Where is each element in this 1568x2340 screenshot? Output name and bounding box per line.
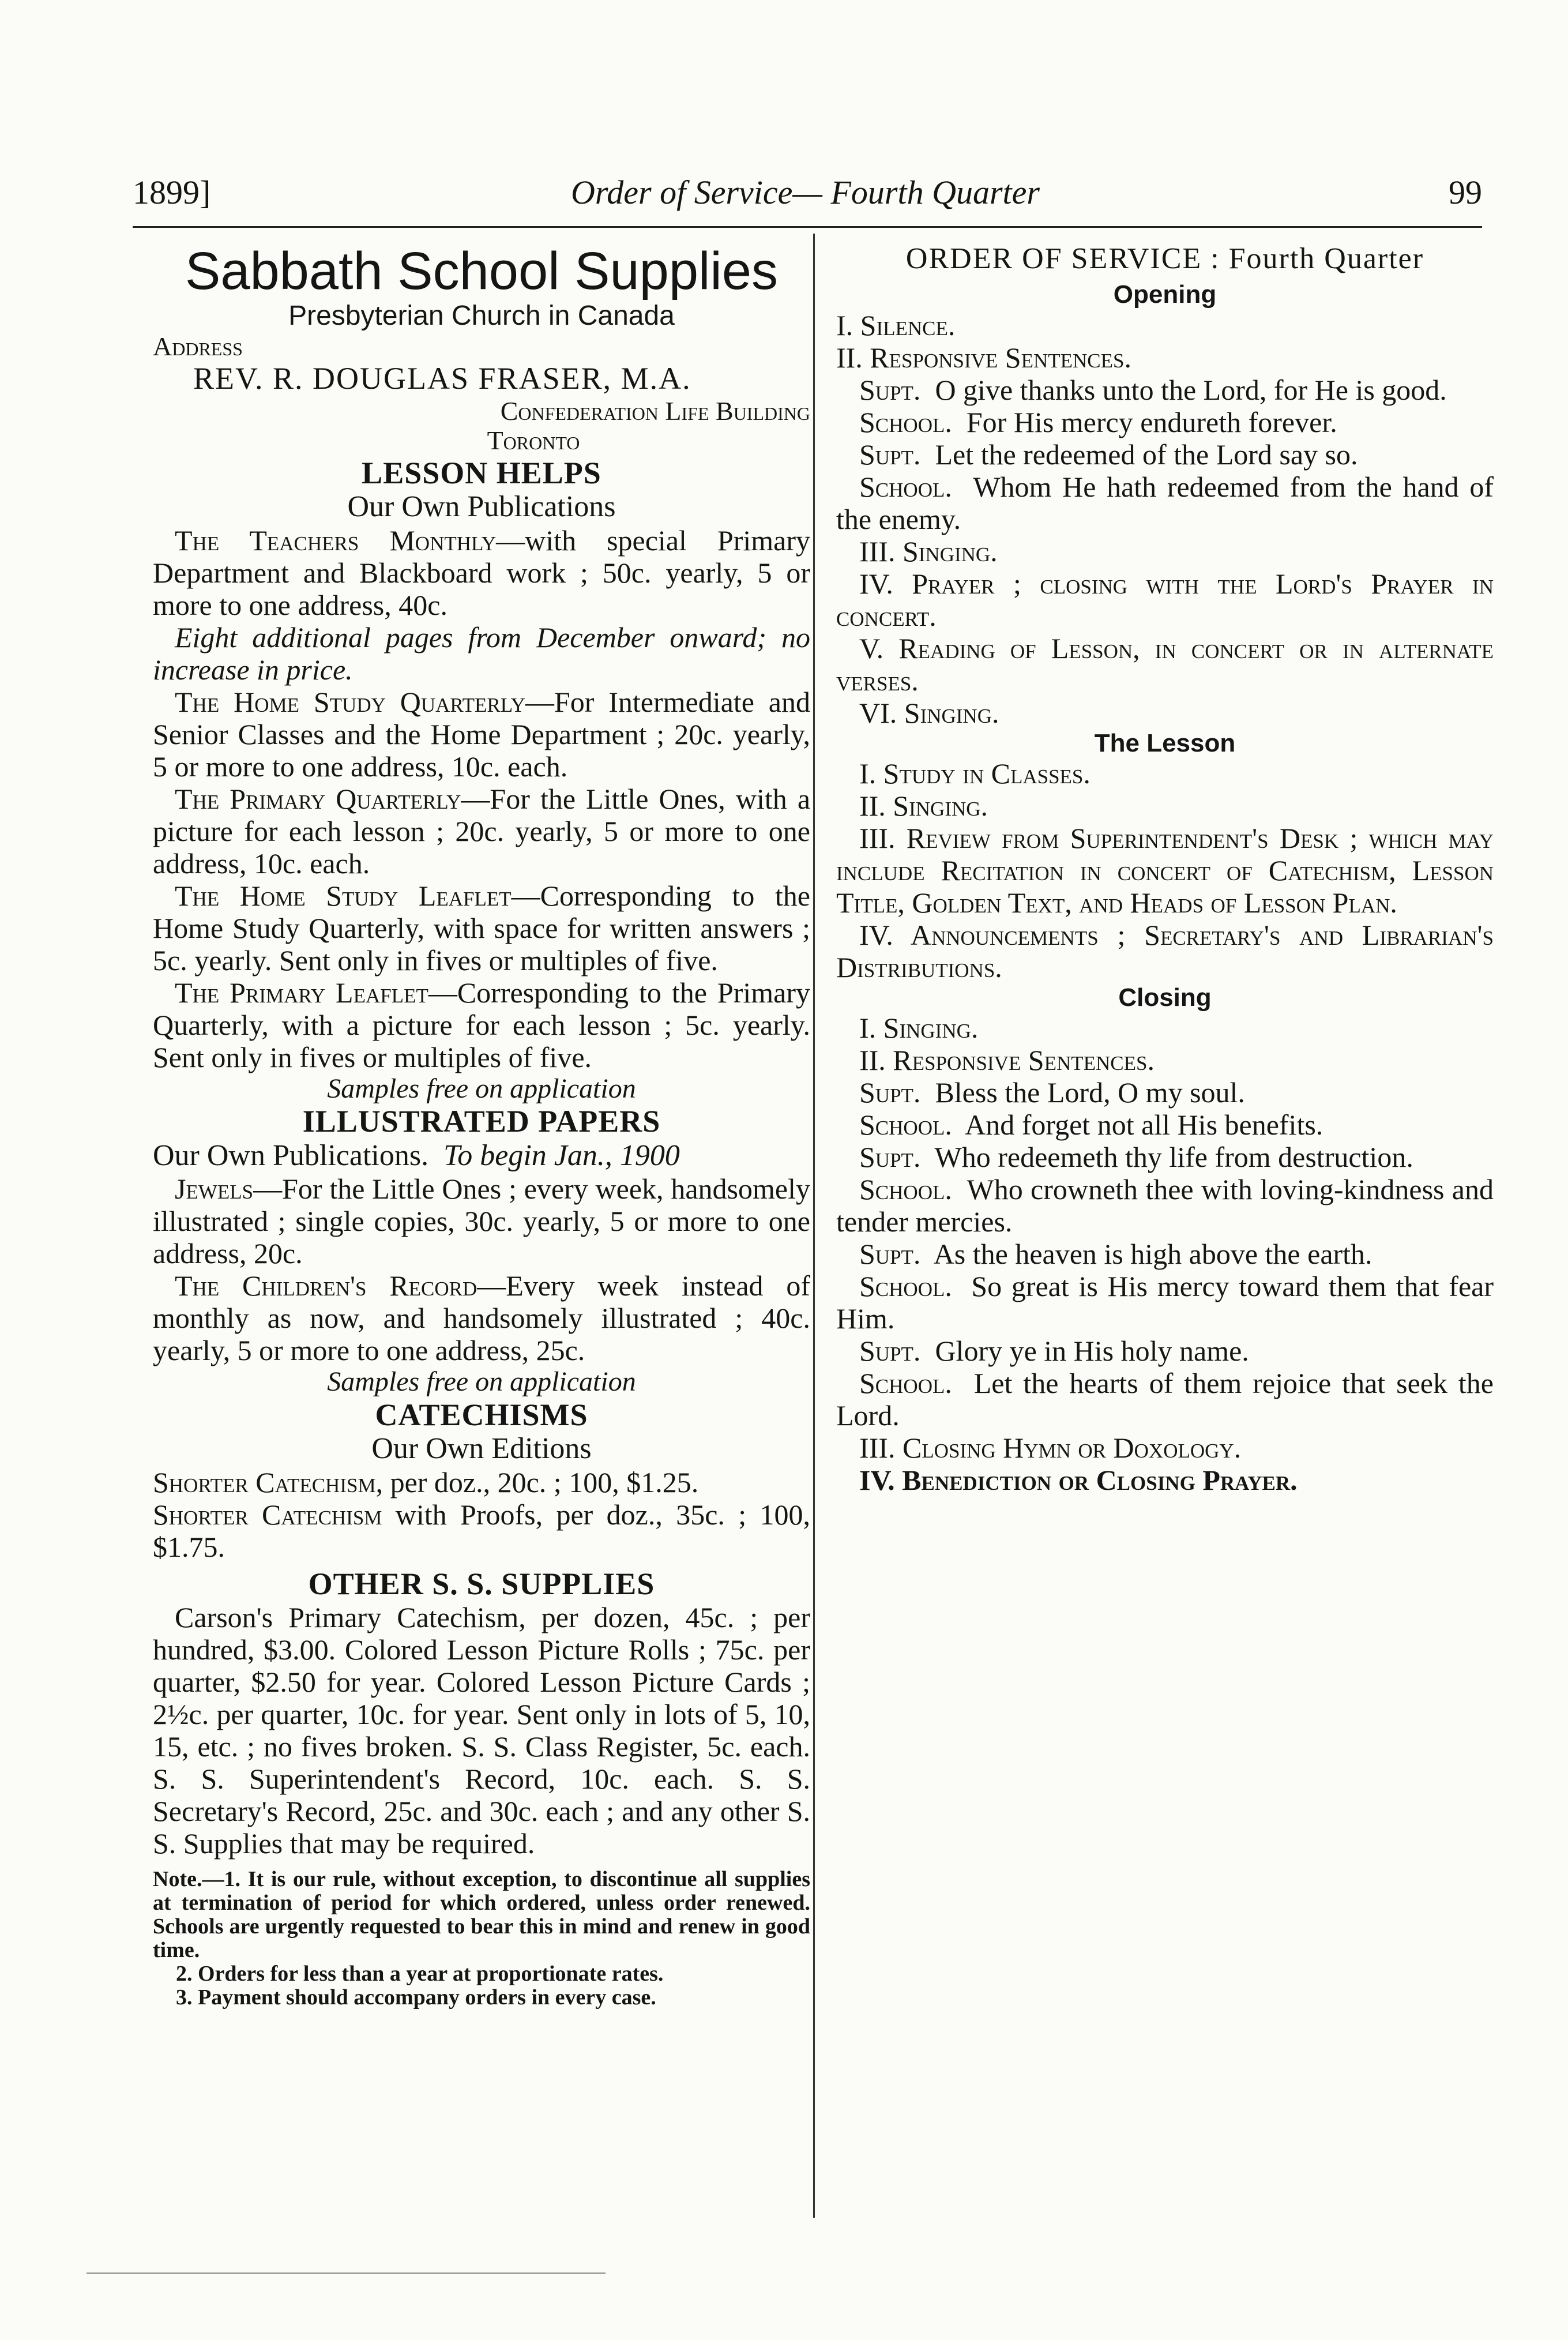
speaker-label: School. <box>859 1367 952 1400</box>
lesson-heading: The Lesson <box>1094 728 1236 757</box>
header-year: 1899] <box>133 174 211 211</box>
opening-item: VI. Singing. <box>859 696 999 729</box>
lesson-helps-subheading: Our Own Publications <box>347 490 616 524</box>
lesson-item: II. Singing. <box>859 789 988 822</box>
response-text: Let the redeemed of the Lord say so. <box>935 438 1358 471</box>
response-text: Let the hearts of them rejoice that seek the Lord. <box>836 1367 1494 1432</box>
page-header <box>133 173 1482 219</box>
entry-name: Shorter Catechism <box>153 1498 382 1531</box>
note-3: 3. Payment should accompany orders in every case. <box>176 1985 656 2010</box>
opening-item: I. Silence. <box>836 309 956 341</box>
entry-text: —For the Little Ones ; every week, handsomely illustrated ; single copies, 30c. yearly, 5 or more to one address, 20c. <box>153 1173 810 1270</box>
other-supplies-text: Carson's Primary Catechism, per dozen, 45c. ; per hundred, $3.00. Colored Lesson Picture Rolls ; 75c. per quarter, $2.50 for year. Colored Lesson Picture Cards ; 2½c. per quarter, 10c. for year. Sent only in lots of 5, 10, 15, etc. ; no fives broken. S. S. Class Register, 5c. each. S. S. Superintendent's Record, 10c. each. S. S. Secretary's Record, 25c. and 30c. each ; and any other S. S. Supplies that may be required. <box>153 1601 810 1860</box>
closing-item: IV. Benediction or Closing Prayer. <box>859 1464 1298 1497</box>
speaker-label: School. <box>859 1173 952 1206</box>
shorter-catechism-proofs-entry <box>153 1498 810 1563</box>
response-text: Who redeemeth thy life from destruction. <box>934 1141 1413 1174</box>
opening-item: II. Responsive Sentences. <box>836 341 1131 374</box>
closing-heading: Closing <box>1118 983 1212 1012</box>
opening-item: III. Singing. <box>859 535 998 568</box>
entry-text: —with special Primary Department and Blackboard work ; 50c. yearly, 5 or more to one address, 40c. <box>153 524 811 621</box>
response-text: As the heaven is high above the earth. <box>933 1238 1373 1271</box>
shorter-catechism-entry <box>153 1466 810 1498</box>
response-text: For His mercy endureth forever. <box>966 405 1337 438</box>
entry-text: —Corresponding to the Primary Quarterly, with a picture for each lesson ; 5c. yearly. Sent only in fives or multiples of five. <box>153 976 810 1073</box>
opening-item: V. Reading of Lesson, in concert or in alternate verses. <box>836 632 1494 697</box>
address-building: Confederation Life Building <box>500 396 810 426</box>
entry-text: —For Intermediate and Senior Classes and the Home Department ; 20c. yearly, 5 or more to one address, 10c. each. <box>153 685 810 783</box>
opening-heading: Opening <box>1113 280 1217 309</box>
response-text: Whom He hath redeemed from the hand of the enemy. <box>836 470 1494 535</box>
primary-quarterly-entry <box>153 783 810 880</box>
responsive-line <box>836 1173 1494 1238</box>
samples-note: Samples free on application <box>327 1366 636 1398</box>
closing-item: II. Responsive Sentences. <box>859 1044 1155 1077</box>
teachers-monthly-entry <box>153 524 810 621</box>
response-text: Who crowneth thee with loving-kindness and tender mercies. <box>836 1173 1494 1238</box>
speaker-label: Supt. <box>859 1238 921 1271</box>
entry-name: The Teachers Monthly <box>175 524 497 557</box>
order-of-service-column <box>836 242 1494 1496</box>
speaker-label: School. <box>859 1109 952 1141</box>
speaker-label: School. <box>859 1270 952 1303</box>
entry-text: —For the Little Ones, with a picture for each lesson ; 20c. yearly, 5 or more to one address, 10c. each. <box>153 782 811 880</box>
address-city: Toronto <box>487 426 580 456</box>
opening-item: IV. Prayer ; closing with the Lord's Prayer in concert. <box>836 567 1494 632</box>
speaker-label: School. <box>859 470 952 503</box>
entry-name: The Primary Quarterly <box>175 782 461 815</box>
entry-name: The Children's Record <box>175 1269 477 1302</box>
responsive-line <box>836 1109 1494 1141</box>
response-text: O give thanks unto the Lord, for He is good. <box>935 373 1447 406</box>
note-2: 2. Orders for less than a year at proportionate rates. <box>176 1962 664 1986</box>
speaker-label: Supt. <box>859 1335 921 1368</box>
responsive-line <box>836 1238 1494 1270</box>
order-of-service-title: ORDER OF SERVICE : Fourth Quarter <box>905 242 1424 275</box>
entry-name: The Home Study Leaflet <box>175 879 512 912</box>
lesson-item: I. Study in Classes. <box>859 757 1091 790</box>
speaker-label: Supt. <box>859 438 921 471</box>
note-1: Note.—1. It is our rule, without exception, to discontinue all supplies at termination of period for which ordered, unless order renewed. Schools are urgently requested to bear this in mind and renew in good time. <box>153 1867 810 1963</box>
responsive-line <box>836 471 1494 535</box>
address-label: Address <box>153 331 243 361</box>
home-study-quarterly-entry <box>153 686 810 783</box>
entry-text: —Every week instead of monthly as now, and handsomely illustrated ; 40c. yearly, 5 or more to one address, 25c. <box>153 1269 811 1367</box>
jewels-entry <box>153 1173 810 1269</box>
other-supplies-heading: OTHER S. S. SUPPLIES <box>308 1566 655 1601</box>
response-text: Glory ye in His holy name. <box>935 1335 1249 1368</box>
entry-name: The Primary Leaflet <box>175 976 428 1009</box>
responsive-line <box>836 438 1494 471</box>
childrens-record-entry <box>153 1269 810 1366</box>
entry-text: —Corresponding to the Home Study Quarterly, with space for written answers ; 5c. yearly. Sent only in fives or multiples of five. <box>153 879 810 976</box>
supplies-subtitle: Presbyterian Church in Canada <box>288 301 675 332</box>
speaker-label: Supt. <box>859 1076 921 1109</box>
samples-note: Samples free on application <box>327 1073 636 1104</box>
primary-leaflet-entry <box>153 976 810 1073</box>
responsive-line <box>836 406 1494 438</box>
header-rule <box>133 226 1482 228</box>
home-study-leaflet-entry <box>153 880 810 976</box>
column-divider <box>813 234 815 2218</box>
closing-item: III. Closing Hymn or Doxology. <box>859 1432 1242 1464</box>
speaker-label: School. <box>859 405 952 438</box>
lesson-item: IV. Announcements ; Secretary's and Librarian's Distributions. <box>836 918 1494 983</box>
responsive-line <box>836 1335 1494 1367</box>
page-number: 99 <box>1449 174 1482 211</box>
footer-rule <box>87 2273 606 2274</box>
catechisms-heading: CATECHISMS <box>375 1397 588 1432</box>
entry-name: Jewels <box>175 1173 254 1205</box>
illustrated-papers-subheading <box>153 1139 810 1173</box>
responsive-line <box>836 1270 1494 1335</box>
entry-name: Shorter Catechism, <box>153 1466 383 1498</box>
response-text: Bless the Lord, O my soul. <box>935 1076 1245 1109</box>
responsive-line <box>836 1076 1494 1109</box>
responsive-line <box>836 1141 1494 1173</box>
publications-label: Our Own Publications. <box>153 1139 429 1172</box>
supplies-title: Sabbath School Supplies <box>185 242 779 301</box>
entry-name: The Home Study Quarterly <box>175 685 525 718</box>
entry-text: per doz., 20c. ; 100, $1.25. <box>383 1466 699 1498</box>
lesson-helps-heading: LESSON HELPS <box>362 455 601 490</box>
supplies-column <box>153 242 810 2010</box>
responsive-line <box>836 1367 1494 1432</box>
closing-item: I. Singing. <box>859 1012 979 1045</box>
speaker-label: Supt. <box>859 1141 921 1174</box>
speaker-label: Supt. <box>859 373 921 406</box>
illustrated-papers-heading: ILLUSTRATED PAPERS <box>302 1104 661 1139</box>
running-title: Order of Service— Fourth Quarter <box>571 174 1040 211</box>
responsive-line <box>836 374 1494 406</box>
response-text: And forget not all His benefits. <box>965 1109 1323 1141</box>
catechisms-subheading: Our Own Editions <box>371 1432 592 1466</box>
response-text: So great is His mercy toward them that fear Him. <box>836 1270 1494 1335</box>
entry-text: with Proofs, per doz., 35c. ; 100, $1.75. <box>153 1498 811 1563</box>
teachers-monthly-note: Eight additional pages from December onward; no increase in price. <box>153 621 810 686</box>
begin-date: To begin Jan., 1900 <box>443 1139 680 1172</box>
address-name: REV. R. DOUGLAS FRASER, M.A. <box>193 361 691 396</box>
notes-block <box>153 1868 810 2010</box>
lesson-item: III. Review from Superintendent's Desk ; which may include Recitation in concert of Catechism, Lesson Title, Golden Text, and Heads of Lesson Plan. <box>836 821 1494 919</box>
